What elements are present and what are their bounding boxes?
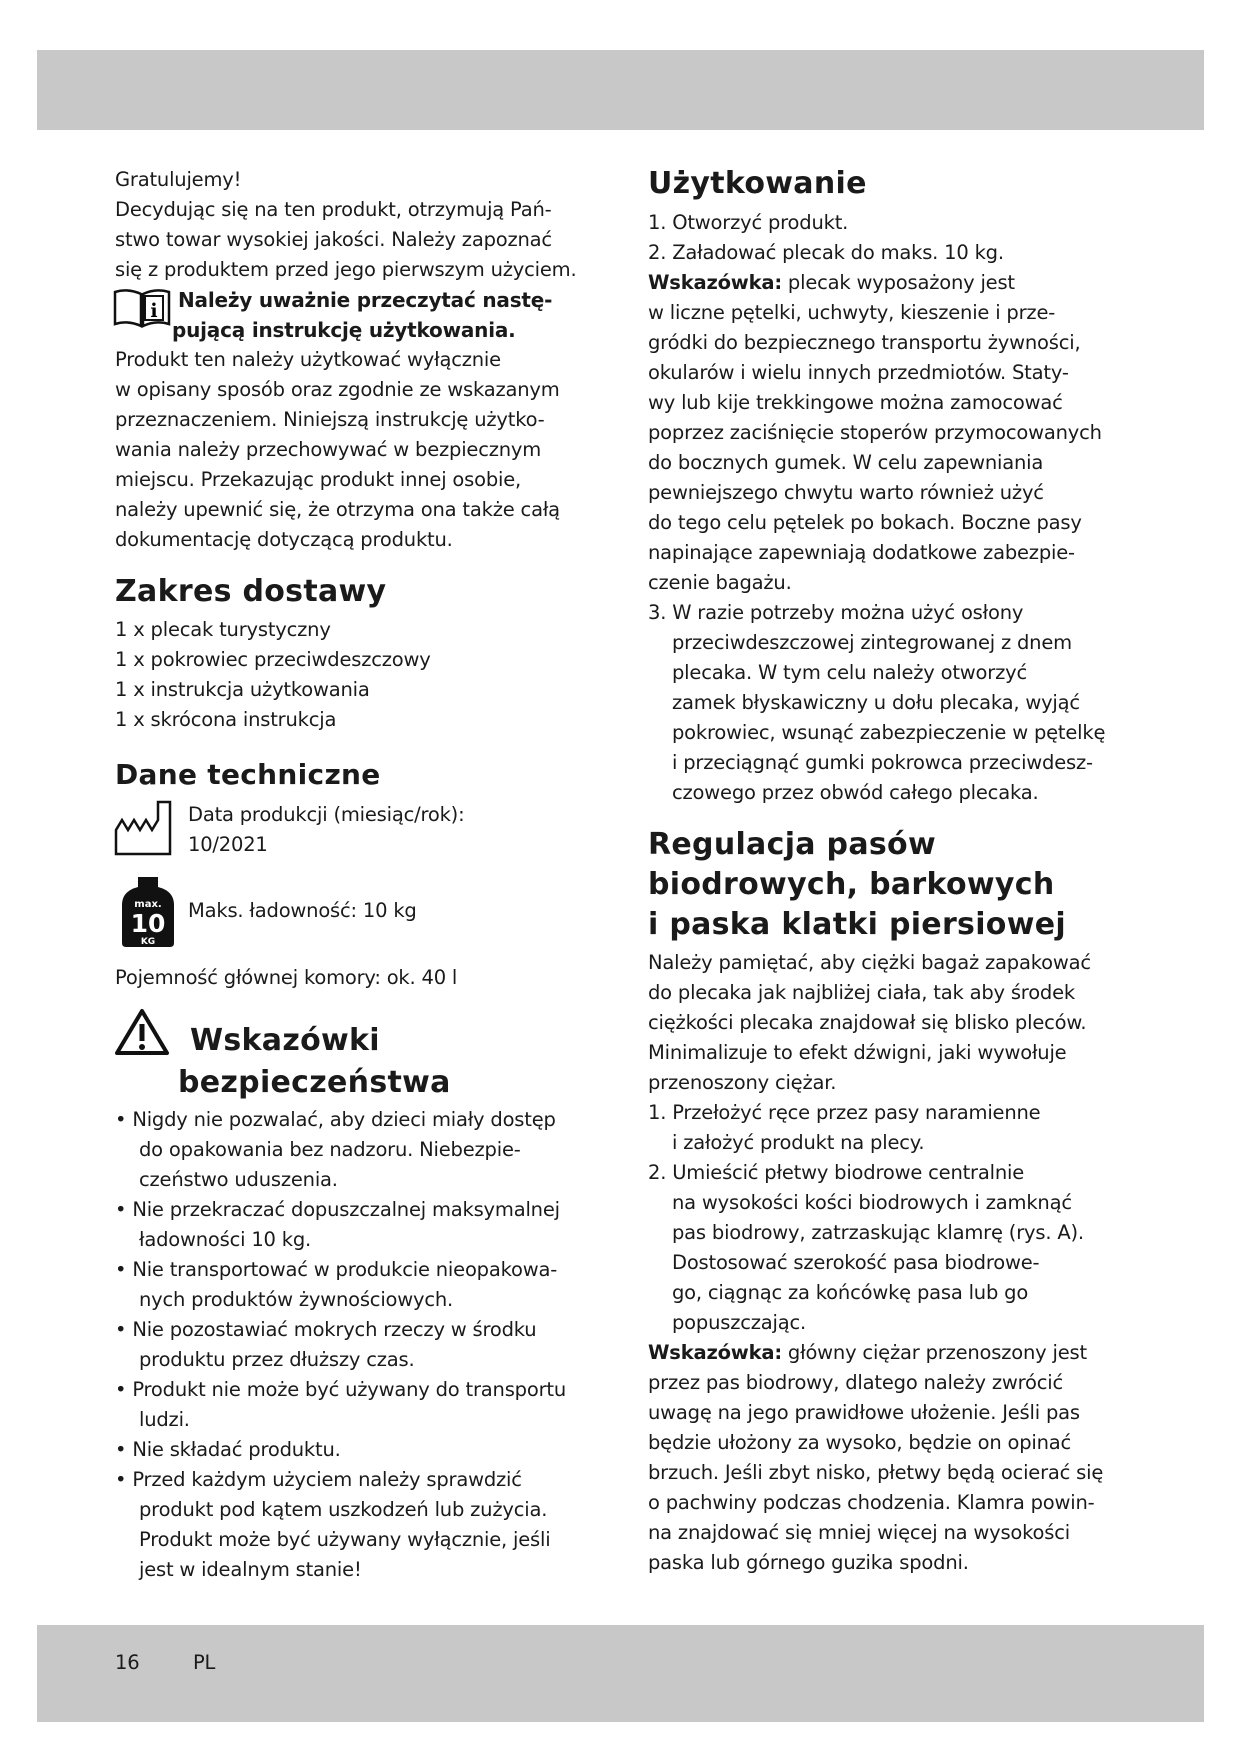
- regulation-step-1: 1. Przełożyć ręce przez pasy naramienne i założyć produkt na plecy.: [648, 1101, 1041, 1154]
- use-step-2: 2. Załadować plecak do maks. 10 kg.: [648, 241, 1004, 264]
- safety-item: • Nie składać produktu.: [115, 1438, 341, 1461]
- regulation-heading: Regulacja pasów biodrowych, barkowych i paska klatki piersiowej: [648, 827, 1066, 942]
- language-code: PL: [193, 1651, 216, 1674]
- regulation-step-2: 2. Umieścić płetwy biodrowe centralnie na wysokości kości biodrowych i zamknąć pas biodrowy, zatrzaskując klamrę (rys. A). Dostosować szerokość pasa biodrowe- go, ciągnąc za końcówkę pasa lub go popuszczając.: [648, 1161, 1084, 1334]
- safety-heading-text: Wskazówki bezpieczeństwa: [178, 1023, 451, 1100]
- safety-item: • Produkt nie może być używany do transportu ludzi.: [115, 1378, 566, 1431]
- warning-icon: [114, 1008, 170, 1056]
- svg-text:i: i: [150, 300, 158, 322]
- use-section: [648, 208, 1148, 808]
- use-hint: Wskazówka: plecak wyposażony jest w liczne pętelki, uchwyty, kieszenie i prze- gródki do bezpiecznego transportu żywności, okularów i wielu innych przedmiotów. Staty- wy lub kije trekkingowe można zamocować poprzez zaciśnięcie stoperów przymocowanych do bocznych gumek. W celu zapewniania pewniejszego chwytu warto również użyć do tego celu pętelek po bokach. Boczne pasy napinające zapewniają dodatkowe zabezpie- czenie bagażu.: [648, 271, 1102, 594]
- factory-icon: [114, 800, 172, 856]
- scope-list: 1 x plecak turystyczny 1 x pokrowiec przeciwdeszczowy 1 x instrukcja użytkowania 1 x skrócona instrukcja: [115, 618, 431, 731]
- capacity: Pojemność głównej komory: ok. 40 l: [115, 966, 458, 989]
- safety-item: • Przed każdym użyciem należy sprawdzić produkt pod kątem uszkodzeń lub zużycia. Produkt może być używany wyłącznie, jeśli jest w idealnym stanie!: [115, 1468, 551, 1581]
- page-number: 16: [115, 1651, 140, 1674]
- safety-item: • Nie pozostawiać mokrych rzeczy w środku produktu przez dłuższy czas.: [115, 1318, 537, 1371]
- header-bar: [37, 50, 1204, 130]
- regulation-paragraph: Należy pamiętać, aby ciężki bagaż zapakować do plecaka jak najbliżej ciała, tak aby środek ciężkości plecaka znajdował się blisko pleców. Minimalizuje to efekt dźwigni, jaki wywołuje przenoszony ciężar.: [648, 951, 1091, 1094]
- footer-bar: [37, 1625, 1204, 1722]
- svg-text:max.: max.: [134, 899, 162, 910]
- regulation-hint: Wskazówka: główny ciężar przenoszony jest przez pas biodrowy, dlatego należy zwrócić uwagę na jego prawidłowe ułożenie. Jeśli pas będzie ułożony za wysoko, będzie on opinać brzuch. Jeśli zbyt nisko, płetwy będą ocierać się o pachwiny podczas chodzenia. Klamra powin- na znajdować się mniej więcej na wysokości paska lub górnego guzika spodni.: [648, 1341, 1104, 1574]
- regulation-section: [648, 948, 1168, 1578]
- intro-text: Gratulujemy! Decydując się na ten produkt, otrzymują Pań- stwo towar wysokiej jakości. Należy zapoznać się z produktem przed jego pierwszym użyciem.: [115, 168, 577, 281]
- production-date: Data produkcji (miesiąc/rok): 10/2021: [188, 803, 465, 856]
- svg-text:10: 10: [130, 909, 166, 938]
- safety-item: • Nie transportować w produkcie nieopakowa- nych produktów żywnościowych.: [115, 1258, 558, 1311]
- read-manual-icon: [113, 286, 171, 328]
- scope-heading: Zakres dostawy: [115, 574, 387, 609]
- max-load: Maks. ładowność: 10 kg: [188, 899, 417, 922]
- svg-text:KG: KG: [140, 937, 156, 947]
- intro-paragraph: Produkt ten należy użytkować wyłącznie w opisany sposób oraz zgodnie ze wskazanym przeznaczeniem. Niniejszą instrukcję użytko- wania należy przechowywać w bezpiecznym miejscu. Przekazując produkt innej osobie, należy upewnić się, że otrzyma ona także całą dokumentację dotyczącą produktu.: [115, 348, 560, 551]
- safety-heading: [178, 1020, 451, 1104]
- max-weight-icon: [120, 875, 176, 949]
- safety-item: • Nie przekraczać dopuszczalnej maksymalnej ładowności 10 kg.: [115, 1198, 560, 1251]
- use-step-1: 1. Otworzyć produkt.: [648, 211, 849, 234]
- notice-text: Należy uważnie przeczytać nastę- pującą instrukcję użytkowania.: [172, 288, 553, 342]
- tech-heading: Dane techniczne: [115, 758, 381, 791]
- safety-list: [115, 1105, 595, 1585]
- use-step-3: 3. W razie potrzeby można użyć osłony przeciwdeszczowej zintegrowanej z dnem plecaka. W tym celu należy otworzyć zamek błyskawiczny u dołu plecaka, wyjąć pokrowiec, wsunąć zabezpieczenie w pętelkę i przeciągnąć gumki pokrowca przeciwdesz- czowego przez obwód całego plecaka.: [648, 601, 1106, 804]
- safety-item: • Nigdy nie pozwalać, aby dzieci miały dostęp do opakowania bez nadzoru. Niebezpie- czeństwo uduszenia.: [115, 1108, 556, 1191]
- use-heading: Użytkowanie: [648, 166, 867, 201]
